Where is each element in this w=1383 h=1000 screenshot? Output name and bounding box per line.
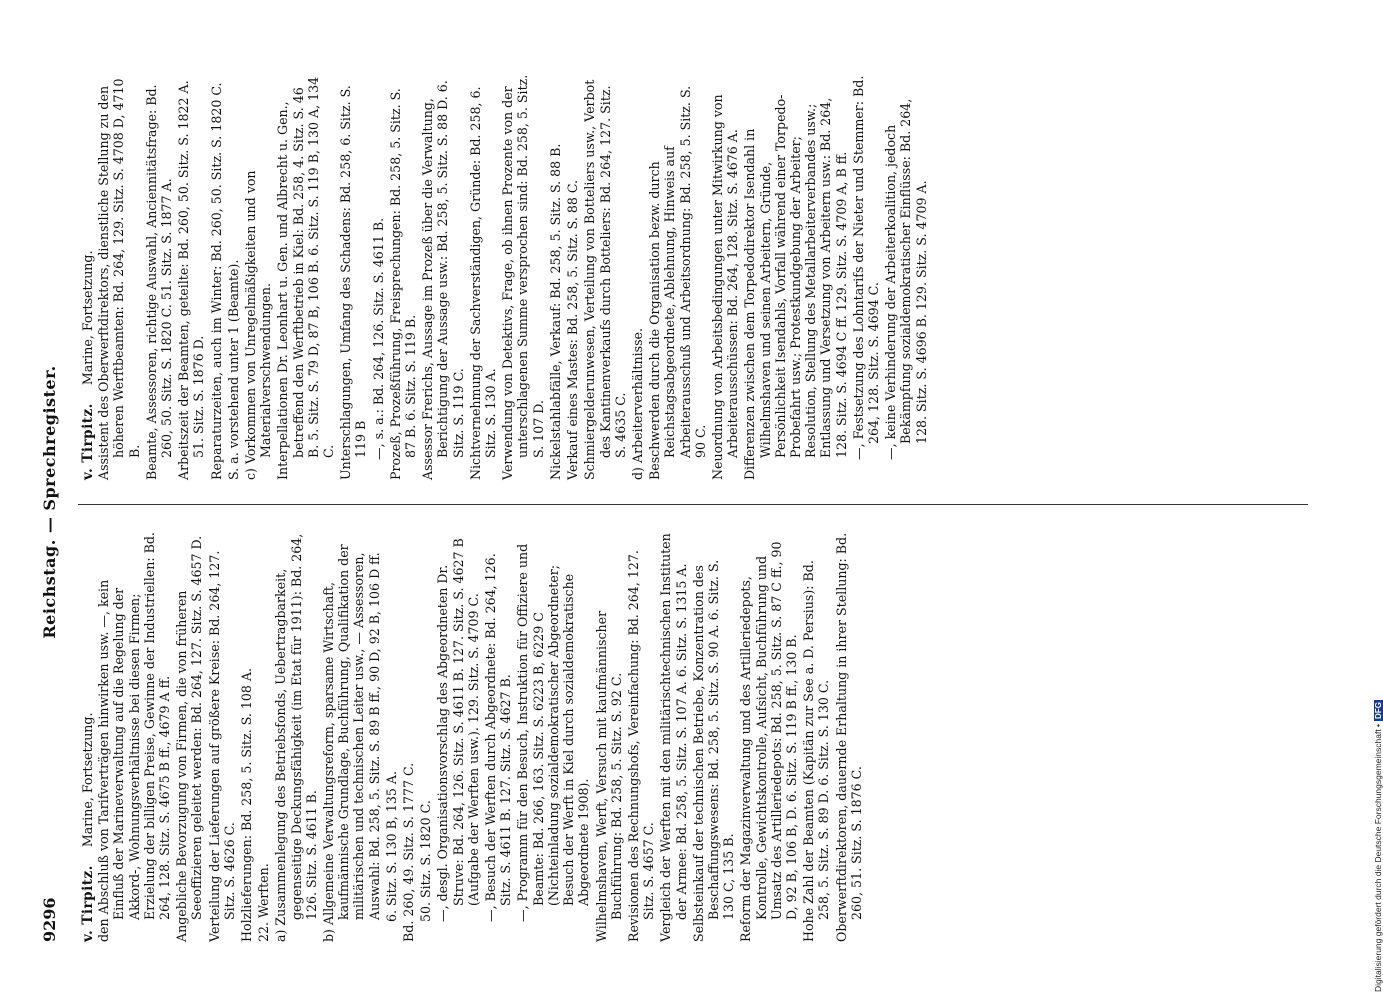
index-entry: Reform der Magazinverwaltung und des Artilleriedepots, Kontrolle, Gewichtskontrolle, Aufsicht, Buchführung und Umsatz des Artilleriedepots: Bd. 258, 5. Sitz. S. 87 C ff., 90 D, 92 B, 106 B, D. 6. Sitz. S. 119 B ff., 130 B.: [738, 541, 799, 942]
index-entry: Differenzen zwischen dem Torpedodirektor Isendahl in Wilhelmshaven und seinen Arbeitern, Gründe, Persönlichkeit Isendahls, Vorfall während einer Torpedo-Probefahrt usw.; Protestkundgebung der Arbeiter; Resolution, Stellung des Metallarbeiterverbandes usw.; Entlassung und Versetzung von Arbeitern usw.: Bd. 264, 128. Sitz. S. 4694 C ff. 129. Sitz. S. 4709 A, B ff.: [742, 94, 849, 480]
index-entry: Revisionen des Rechnungshofs, Vereinfachung: Bd. 264, 127. Sitz. S. 4657 C.: [625, 550, 657, 942]
index-entry: Nickelstahlabfälle, Verkauf: Bd. 258, 5. Sitz. S. 88 B.: [547, 143, 563, 480]
index-entry: S. a. vorstehend unter 1 (Beamte).: [225, 259, 241, 480]
index-entry: 50. Sitz. S. 1820 C.: [418, 800, 434, 922]
index-entry: Schmiergelderunwesen, Verteilung von Botteliers usw., Verbot des Kantinenverkaufs durch Botteliers: Bd. 264, 127. Sitz. S. 4635 C.: [582, 79, 628, 480]
speaker-name: v. Tirpitz.: [80, 403, 96, 480]
index-entry: 22. Werften.: [256, 863, 272, 942]
dfg-logo: DFG: [1374, 702, 1383, 719]
section-continued: Marine, Fortsetzung.: [80, 250, 95, 386]
index-entry: Angebliche Bevorzugung von Firmen, die von früheren Seeoffizieren geleitet werden: Bd. 264, 127. Sitz. S. 4657 D.: [174, 535, 205, 942]
page-number: 9296: [40, 897, 59, 942]
index-entry: —, s. a.: Bd. 264, 126. Sitz. S. 4611 B.: [370, 217, 386, 460]
index-entry: Unterschlagungen, Umfang des Schadens: Bd. 258, 6. Sitz. S. 119 B: [338, 85, 369, 480]
index-entry: Verteilung der Lieferungen auf größere Kreise: Bd. 264, 127. Sitz. S. 4626 C.: [206, 550, 237, 942]
running-head: Reichstag. — Sprechregister.: [40, 365, 59, 639]
page-header: [40, 62, 70, 942]
index-entry: Verkauf eines Mastes: Bd. 258, 5. Sitz. S. 88 C.: [565, 179, 581, 480]
index-entry: —, Festsetzung des Lohntarifs der Nieter und Stemmer: Bd. 264, 128. Sitz. S. 4694 C.: [850, 75, 881, 460]
index-entry: Interpellationen Dr. Leonhart u. Gen. und Albrecht u. Gen., betreffend den Werftbetrieb in Kiel: Bd. 258, 4. Sitz. S. 46 B. 5. Sitz. S. 79 D, 87 B, 106 B. 6. Sitz. S. 119 B, 130 A, 134 C.: [275, 76, 337, 480]
index-entry: b) Allgemeine Verwaltungsreform, sparsame Wirtschaft, kaufmännische Grundlage, Buchführung, Qualifikation der militärischen und technischen Leiter usw., — Assessoren, Auswahl: Bd. 258, 5. Sitz. S. 89 B ff., 90 D, 92 B, 106 D ff.: [321, 544, 382, 942]
index-entry: —, keine Verhinderung der Arbeiterkoalition, jedoch Bekämpfung sozialdemokratischer Einflüsse: Bd. 264, 128. Sitz. S. 4696 B. 129. Sitz. S. 4709 A.: [883, 98, 929, 460]
section-continued: Marine, Fortsetzung.: [80, 712, 95, 848]
index-entry: Beschwerden durch die Organisation bezw. durch Reichstagsabgeordnete, Ablehnung, Hinweis auf Arbeiterausschuß und Arbeitsordnung: Bd. 258, 5. Sitz. S. 90 C.: [647, 85, 708, 480]
index-entry: Wilhelmshaven, Werft, Versuch mit kaufmännischer Buchführung: Bd. 258, 5. Sitz. S. 92 C.: [593, 610, 624, 942]
index-entry: 6. Sitz. S. 130 B, 135 A.: [383, 770, 399, 922]
index-entry: Assessor Frerichs, Aussage im Prozeß über die Verwaltung, Berichtigung der Aussage usw.: Bd. 258, 5. Sitz. S. 88 D. 6. Sitz. S. 119 C.: [420, 80, 466, 480]
column-divider: [78, 504, 1308, 505]
index-entry: a) Zusammenlegung des Betriebsfonds, Uebertragbarkeit, gegenseitige Deckungsfähigkeit (im Etat für 1911): Bd. 264, 126. Sitz. S. 4611 B.: [273, 533, 319, 942]
index-entry: —, desgl. Organisationsvorschlag des Abgeordneten Dr. Struve: Bd. 264, 126. Sitz. S. 4611 B. 127. Sitz. S. 4627 B (Aufgabe der Werften usw.). 129. Sitz. S. 4709 C.: [435, 538, 481, 922]
index-entry: c) Vorkommen von Unregelmäßigkeiten und von Materialverschwendungen.: [243, 170, 274, 480]
index-entry: Neuordnung von Arbeitsbedingungen unter Mitwirkung von Arbeiterausschüssen: Bd. 264, 128. Sitz. S. 4676 A.: [709, 94, 741, 480]
index-entry: Nichtvernehmung der Sachverständigen, Gründe: Bd. 258, 6. Sitz. S. 130 A.: [467, 86, 499, 480]
index-entry: den Abschluß von Tarifverträgen hinwirken usw. —, kein Einfluß der Marineverwaltung auf die Regelung der Akkord-, Wohnungsverhältnisse bei diesen Firmen; Erzielung der billigen Preise, Gewinne der Industriellen: Bd. 264, 128. Sitz. S. 4675 B ff., 4679 A ff.: [96, 532, 173, 942]
right-entries: [96, 70, 929, 480]
index-entry: Hohe Zahl der Beamten (Kapitän zur See a. D. Persius): Bd. 258, 5. Sitz. S. 89 D. 6. Sitz. S. 130 C.: [801, 560, 832, 942]
left-entries: [96, 532, 864, 942]
index-entry: Assistent des Oberwerftdirektors, dienstliche Stellung zu den höheren Werftbeamten: Bd. 264, 129. Sitz. S. 4708 D, 4710 B.: [96, 78, 142, 480]
index-entry: —, Besuch der Werften durch Abgeordnete: Bd. 264, 126. Sitz. S. 4611 B. 127. Sitz. S. 4627 B.: [483, 553, 514, 922]
index-entry: Beamte, Assessoren, richtige Auswahl, Anciennitätsfrage: Bd. 260, 50. Sitz. S. 1820 C. 51. Sitz. S. 1877 A.: [143, 84, 175, 480]
index-entry: Reparaturzeiten, auch im Winter: Bd. 260, 50. Sitz. S. 1820 C.: [208, 82, 224, 480]
digitization-stamp: [1373, 700, 1383, 992]
index-entry: Bd. 260, 49. Sitz. S. 1777 C.: [401, 762, 417, 942]
speaker-name: v. Tirpitz.: [80, 865, 96, 942]
index-entry: Holzlieferungen: Bd. 258, 5. Sitz. S. 108 A.: [239, 667, 255, 942]
index-entry: d) Arbeiterverhältnisse.: [629, 328, 645, 480]
index-entry: Arbeitszeit der Beamten, geteilte: Bd. 260, 50. Sitz. S. 1822 A. 51. Sitz. S. 1876 D.: [176, 80, 207, 480]
left-column: [80, 532, 866, 942]
index-entry: Prozeß, Prozeßführung, Freisprechungen: Bd. 258, 5. Sitz. S. 87 B. 6. Sitz. S. 119 B.: [387, 88, 419, 480]
index-entry: —, Programm für den Besuch, Instruktion für Offiziere und Beamte: Bd. 266, 163. Sitz. S. 6223 B, 6229 C (Nichteinladung sozialdemokratischer Abgeordneter; Besuch der Werft in Kiel durch sozialdemokratische Abgeordnete 1908).: [515, 543, 592, 922]
stamp-text: Digitalisierung gefördert durch die Deutsche Forschungsgemeinschaft •: [1373, 723, 1383, 992]
index-entry: Verwendung von Detektivs, Frage, ob ihnen Prozente von der unterschlagenen Summe versprochen sind: Bd. 258, 5. Sitz. S. 107 D.: [500, 74, 546, 480]
index-entry: Selbsteinkauf der technischen Betriebe, Konzentration des Beschaffungswesens: Bd. 258, 5. Sitz. S. 90 A. 6. Sitz. S. 130 C, 135 B.: [690, 559, 737, 942]
index-entry: Vergleich der Werften mit den militärischtechnischen Instituten der Armee: Bd. 258, 5. Sitz. S. 107 A. 6. Sitz. S. 1315 A.: [658, 533, 689, 942]
right-column: [80, 70, 931, 480]
index-entry: Oberwerftdirektoren, dauernde Erhaltung in ihrer Stellung: Bd. 260, 51. Sitz. S. 1876 C.: [833, 532, 864, 942]
